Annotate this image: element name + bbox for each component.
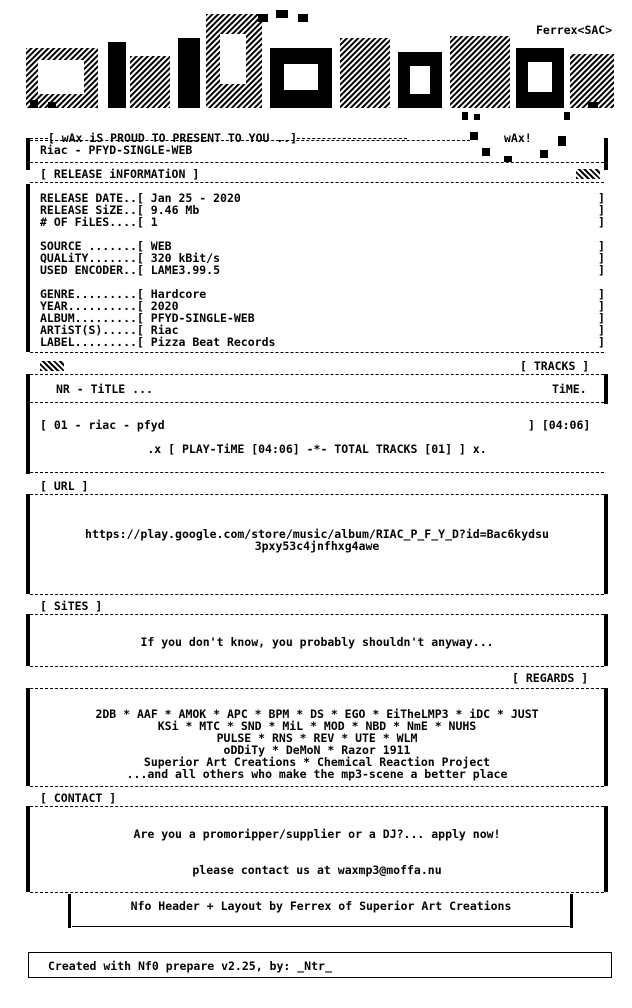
tracks-col-time: TiME. (552, 382, 587, 396)
logo-blocks (26, 10, 614, 108)
divider (72, 926, 570, 927)
info-value: WEB (150, 239, 172, 253)
ring-dot (470, 132, 478, 140)
frame-bar (570, 894, 573, 928)
header-credit: Ferrex<SAC> (536, 23, 613, 37)
info-value: 2020 (150, 299, 179, 313)
info-row (40, 264, 220, 276)
info-value: Jan 25 - 2020 (150, 191, 241, 205)
divider (30, 892, 604, 893)
divider (30, 666, 604, 667)
release-title: Riac - PFYD-SINGLE-WEB (40, 143, 193, 157)
info-value: 1 (150, 215, 158, 229)
tracks-summary: .x [ PLAY-TiME [04:06] -*- TOTAL TRACKS [01] ] x. (147, 442, 487, 456)
divider (30, 594, 604, 595)
sites-text: If you don't know, you probably shouldn't anyway... (140, 635, 494, 649)
ring-dot (540, 150, 548, 158)
divider (30, 472, 604, 473)
divider (30, 352, 604, 353)
frame-bar (26, 374, 30, 404)
divider (30, 182, 604, 183)
sites-heading: [ SiTES ] (40, 599, 103, 613)
url-link-continued[interactable]: 3pxy53c4jnfhxg4awe (254, 539, 380, 553)
hatch-decoration (576, 169, 600, 179)
frame-bar (604, 374, 608, 404)
info-value: Hardcore (150, 287, 207, 301)
logo-ring (462, 112, 570, 120)
track-item: [ 01 - riac - pfyd (40, 418, 165, 432)
track-time: ] [04:06] (528, 418, 591, 432)
divider (30, 688, 604, 689)
info-value: 320 kBit/s (150, 251, 221, 265)
release-info-heading: [ RELEASE iNFORMATiON ] (40, 167, 200, 181)
divider (30, 374, 604, 375)
frame-bar (604, 138, 608, 170)
right-brackets: ] ] ] ] ] ] ] ] ] ] ] (598, 191, 605, 349)
divider (30, 806, 604, 807)
info-label: SOURCE .......[ (40, 239, 144, 253)
info-label: # OF FiLES....[ (40, 215, 144, 229)
info-label: YEAR..........[ (40, 299, 144, 313)
info-label: RELEASE DATE..[ (40, 191, 144, 205)
info-value: 9.46 Mb (150, 203, 200, 217)
logo-tag: wAx! (504, 131, 532, 145)
info-label: ALBUM.........[ (40, 311, 144, 325)
greetings-line: Superior Art Creations * Chemical Reaction Project (143, 755, 491, 769)
frame-bar (604, 688, 608, 786)
wax-logo (8, 8, 620, 120)
info-value: LAME3.99.5 (150, 263, 221, 277)
divider (30, 786, 604, 787)
info-label: RELEASE SiZE..[ (40, 203, 144, 217)
info-row (40, 336, 275, 348)
greetings-line: oDDiTy * DeMoN * Razor 1911 (223, 743, 411, 757)
info-value: Pizza Beat Records (150, 335, 276, 349)
divider (30, 614, 604, 615)
ring-dot (482, 148, 490, 156)
divider (30, 494, 604, 495)
presents-text: [ wAx iS PROUD TO PRESENT TO YOU ..] (47, 131, 298, 145)
frame-bar (604, 614, 608, 666)
frame-bar (26, 184, 30, 352)
greetings-line: KSi * MTC * SND * MiL * MOD * NBD * NmE * NUHS (157, 719, 477, 733)
frame-bar (26, 138, 30, 170)
frame-bar (604, 806, 608, 892)
url-heading: [ URL ] (40, 479, 89, 493)
info-value: PFYD-SINGLE-WEB (150, 311, 255, 325)
info-label: LABEL.........[ (40, 335, 144, 349)
url-link[interactable]: https://play.google.com/store/music/album/RIAC_P_F_Y_D?id=Bac6kydsu (85, 527, 549, 541)
info-label: GENRE.........[ (40, 287, 144, 301)
contact-email[interactable]: please contact us at waxmp3@moffa.nu (192, 863, 442, 877)
frame-bar (26, 404, 30, 474)
greetings-line: ...and all others who make the mp3-scene a better place (126, 767, 508, 781)
frame-bar (604, 494, 608, 594)
created-with: Created with Nf0 prepare v2.25, by: _Ntr_ (48, 959, 332, 973)
contact-apply: Are you a promoripper/supplier or a DJ?... apply now! (133, 827, 501, 841)
divider (30, 162, 604, 163)
layout-credit: Nfo Header + Layout by Ferrex of Superior Art Creations (130, 899, 512, 913)
info-value: Riac (150, 323, 179, 337)
info-label: ARTiST(S).....[ (40, 323, 144, 337)
tracks-col-title: NR - TiTLE ... (56, 382, 153, 396)
greetings-line: 2DB * AAF * AMOK * APC * BPM * DS * EGO * EiTheLMP3 * iDC * JUST (95, 707, 539, 721)
ring-dot (558, 136, 566, 146)
info-label: USED ENCODER..[ (40, 263, 144, 277)
regards-heading: [ REGARDS ] (512, 671, 589, 685)
contact-heading: [ CONTACT ] (40, 791, 117, 805)
tracks-heading: [ TRACKS ] (520, 359, 590, 373)
divider (30, 140, 470, 141)
greetings-line: PULSE * RNS * REV * UTE * WLM (216, 731, 418, 745)
hatch-decoration (40, 361, 64, 371)
info-row (40, 216, 158, 228)
info-label: QUALiTY.......[ (40, 251, 144, 265)
frame-bar (68, 894, 71, 928)
divider (30, 402, 604, 403)
frame-bar (26, 806, 30, 892)
